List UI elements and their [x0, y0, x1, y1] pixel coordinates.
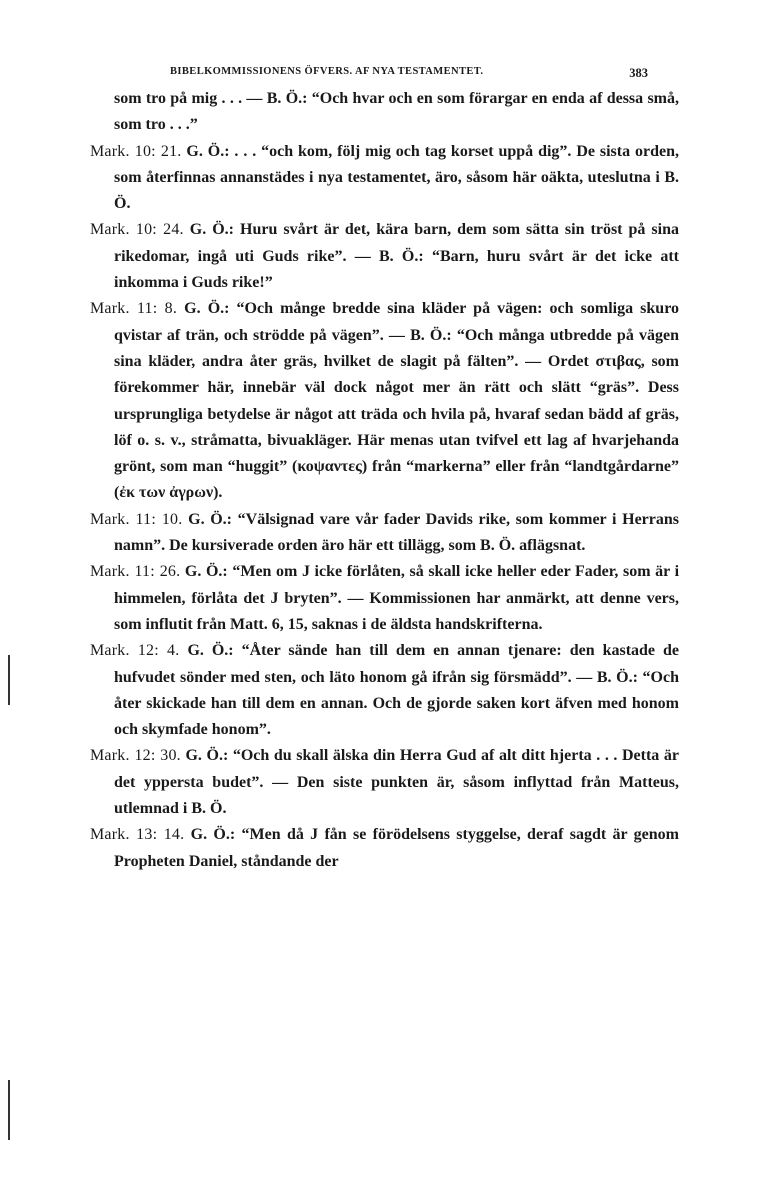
- entry-text: G. Ö.: “Åter sände han till dem en annan tjenare: den kastade de hufvudet sönder med sten, och läto honom gå ifrån sig försmädd”. — B. Ö.: “Och åter skickade han till dem en annan. Och de gjorde saken kort äfven med honom och skymfade honom”.: [114, 642, 679, 739]
- entry-text: G. Ö.: Huru svårt är det, kära barn, dem som sätta sin tröst på sina rikedomar, ingå uti Guds rike”. — B. Ö.: “Barn, huru svårt är det icke att inkomma i Guds rike!”: [114, 221, 680, 292]
- verse-reference: Mark. 11: 26.: [90, 563, 181, 581]
- verse-reference: Mark. 12: 4.: [90, 642, 180, 660]
- verse-reference: Mark. 10: 21.: [90, 142, 182, 160]
- verse-entry: [90, 296, 679, 506]
- running-header: [170, 66, 648, 81]
- verse-entry: [90, 217, 679, 296]
- verse-entry: [90, 559, 679, 638]
- margin-mark: [8, 655, 10, 705]
- entry-text: G. Ö.: “Men då J fån se förödelsens styggelse, deraf sagdt är genom Propheten Daniel, ståndande der: [114, 826, 680, 870]
- margin-mark: [8, 1080, 10, 1140]
- verse-entry: [90, 822, 679, 875]
- verse-reference: Mark. 11: 10.: [90, 510, 183, 528]
- entry-text: G. Ö.: . . . “och kom, följ mig och tag korset uppå dig”. De sista orden, som återfinnas annanstädes i nya testamentet, äro, såsom här oäkta, uteslutna i B. Ö.: [114, 142, 680, 213]
- verse-entry: [90, 507, 679, 560]
- entry-text: G. Ö.: “Men om J icke förlåten, så skall icke heller eder Fader, som är i himmelen, förlåta det J bryten”. — Kommissionen har anmärkt, att denne vers, som influtit från Matt. 6, 15, saknas i de äldsta handskrifterna.: [114, 563, 680, 633]
- continuation-paragraph: [90, 86, 679, 139]
- entry-text: som tro på mig . . . — B. Ö.: “Och hvar och en som förargar en enda af dessa små, som tro . . .”: [114, 90, 679, 134]
- running-title: BIBELKOMMISSIONENS ÖFVERS. AF NYA TESTAMENTET.: [170, 66, 484, 77]
- verse-entry: [90, 743, 679, 822]
- verse-entry: [90, 139, 679, 218]
- entry-text: G. Ö.: “Och du skall älska din Herra Gud af alt ditt hjerta . . . Detta är det yppersta budet”. — Den siste punkten är, såsom inflyttad från Matteus, utlemnad i B. Ö.: [114, 747, 679, 818]
- verse-reference: Mark. 12: 30.: [90, 747, 181, 765]
- entry-text: G. Ö.: “Och månge bredde sina kläder på vägen: och somliga skuro qvistar af trän, och strödde på vägen”. — B. Ö.: “Och många utbredde på vägen sina kläder, andra åter gräs, hvilket de slagit på fälten”. — Ordet στιβας, som förekommer här, innebär väl dock något mer än rätt och slätt “gräs”. Dess ursprungliga betydelse är något att träda och hvila på, hvaraf sedan bädd af gräs, löf o. s. v., stråmatta, bivuakläger. Här menas utan tvifvel ett lag af hvarjehanda grönt, som man “huggit” (κοψαντες) från “markerna” eller från “landtgårdarne” (ἐκ των ἀγρων).: [114, 300, 680, 502]
- page-body: [90, 86, 679, 875]
- verse-reference: Mark. 13: 14.: [90, 826, 185, 844]
- page-number: 383: [629, 66, 648, 80]
- verse-reference: Mark. 11: 8.: [90, 300, 178, 318]
- verse-entry: [90, 638, 679, 743]
- entry-text: G. Ö.: “Välsignad vare vår fader Davids rike, som kommer i Herrans namn”. De kursiverade orden äro här ett tillägg, som B. Ö. aflägsnat.: [114, 510, 680, 555]
- verse-reference: Mark. 10: 24.: [90, 221, 184, 239]
